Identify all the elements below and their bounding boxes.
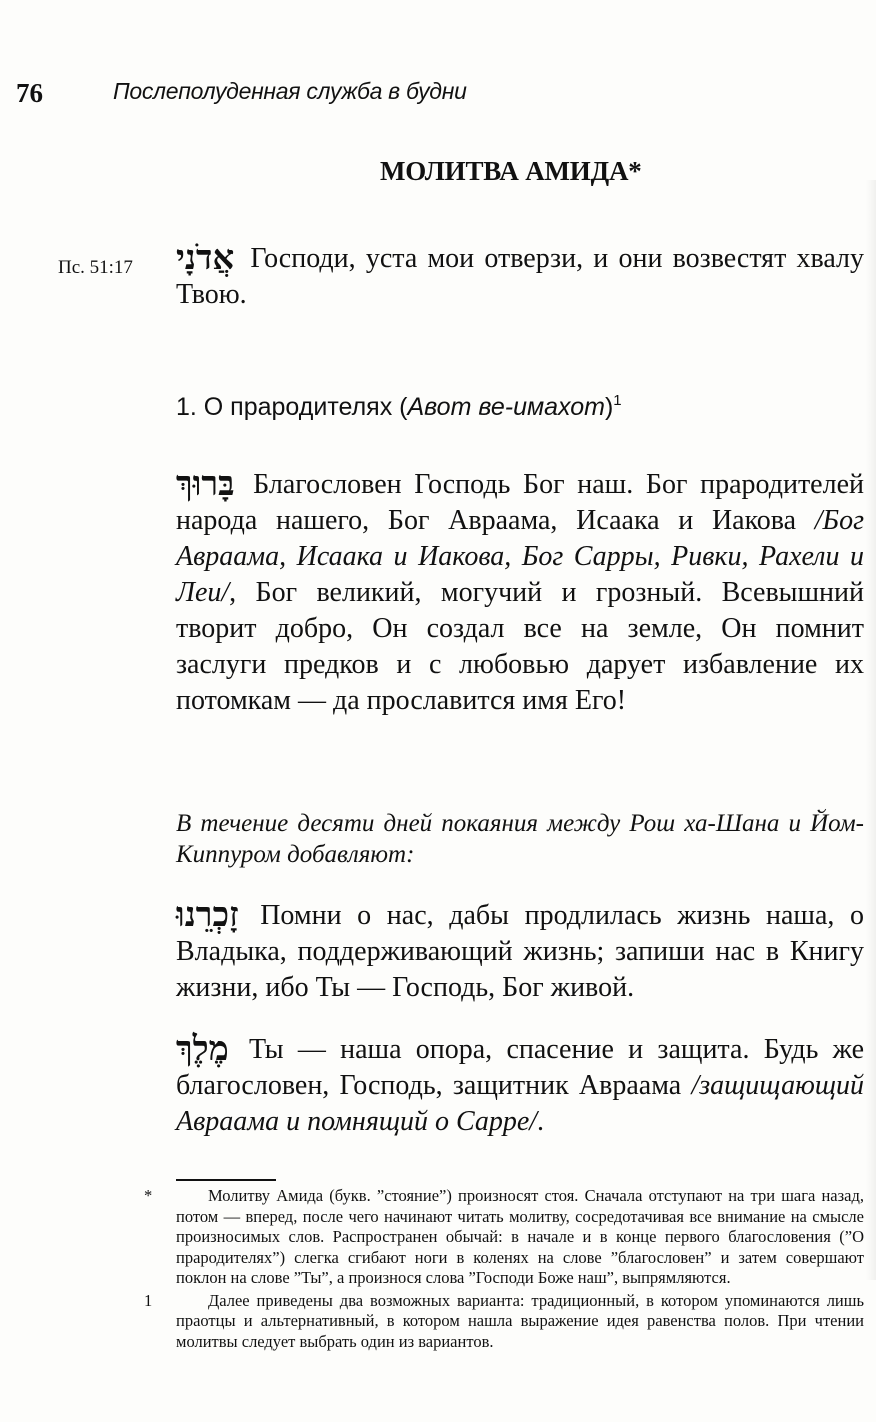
subsection-title-close: ) <box>604 393 614 421</box>
page-number: 76 <box>16 78 43 108</box>
baruch-text-2: , Бог великий, могучий и грозный. Всевышний творит добро, Он создал все на земле, Он помнит заслуги предков и с любовью дарует избавление их потомкам — да прославится имя Его! <box>176 577 864 716</box>
melech-text-2: . <box>537 1106 545 1137</box>
page-header <box>16 74 856 114</box>
marginal-reference: Пс. 51:17 <box>58 257 133 278</box>
subsection-title-hebrew-name: Авот ве-имахот <box>407 393 605 421</box>
subsection-title: 1. О прародителях ( <box>176 393 408 421</box>
page-edge-shadow <box>866 180 876 1280</box>
baruch-paragraph <box>176 466 864 719</box>
footnote-text: Далее приведены два возможных варианта: традиционный, в котором упоминаются лишь праотцы и альтернативный, в котором нашла выражение идея равенства полов. При чтении молитвы следует выбрать один из вариантов. <box>176 1290 864 1351</box>
psalm-verse <box>176 240 864 313</box>
hebrew-incipit-baruch: בָּרוּךְ <box>176 464 235 504</box>
footnote-ref-1: 1 <box>613 392 622 409</box>
hebrew-incipit-melech: מֶלֶךְ <box>176 1029 229 1069</box>
baruch-text-alt: /Бог Авраама, Исаака и Иакова, Бог Сарры, Ривки, Рахели и Леи/ <box>176 505 864 608</box>
hebrew-incipit-adonai: אֲדֹנָי <box>176 238 235 278</box>
hebrew-incipit-zochrenu: זָכְרֵנוּ <box>176 895 239 935</box>
psalm-text: Господи, уста мои отверзи, и они возвестят хвалу Твою. <box>176 243 864 310</box>
footnote-mark: * <box>144 1186 153 1205</box>
footnotes <box>144 1186 864 1352</box>
rubric-instruction: В течение десяти дней покаяния между Рош ха-Шана и Йом-Киппуром добавляют: <box>176 810 864 868</box>
footnote-star <box>144 1186 864 1289</box>
section-title: МОЛИТВА АМИДА* <box>380 156 642 186</box>
zochrenu-text: Помни о нас, дабы продлилась жизнь наша, о Владыка, поддерживающий жизнь; запиши нас в Книгу жизни, ибо Ты — Господь, Бог живой. <box>176 900 864 1003</box>
footnote-mark: 1 <box>144 1290 153 1310</box>
running-title: Послеполуденная служба в будни <box>113 78 467 104</box>
zochrenu-paragraph <box>176 897 864 1006</box>
footnote-text: Молитву Амида (букв. ”стояние”) произносят стоя. Сначала отступают на три шага назад, потом — вперед, после чего начинают читать молитву, сосредотачивая все внимание на смысле произносимых слов. Распространен обычай: в начале и в конце первого благословения (”О прародителях”) слегка сгибают ноги в коленях на слове ”благословен” и затем совершают поклон на слове ”Ты”, а произнося слова ”Господи Боже наш”, выпрямляются. <box>176 1186 864 1287</box>
subsection-heading <box>176 392 622 422</box>
footnote-divider <box>176 1179 276 1181</box>
melech-paragraph <box>176 1031 864 1140</box>
melech-text-1: Ты — наша опора, спасение и защита. Будь же благословен, Господь, защитник Авраама <box>176 1034 865 1101</box>
footnote-1 <box>144 1290 864 1353</box>
baruch-text-1: Благословен Господь Бог наш. Бог прародителей народа нашего, Бог Авраама, Исаака и Иакова <box>176 469 864 536</box>
melech-text-alt: /защищающий Авраама и помнящий о Сарре/ <box>176 1070 864 1137</box>
